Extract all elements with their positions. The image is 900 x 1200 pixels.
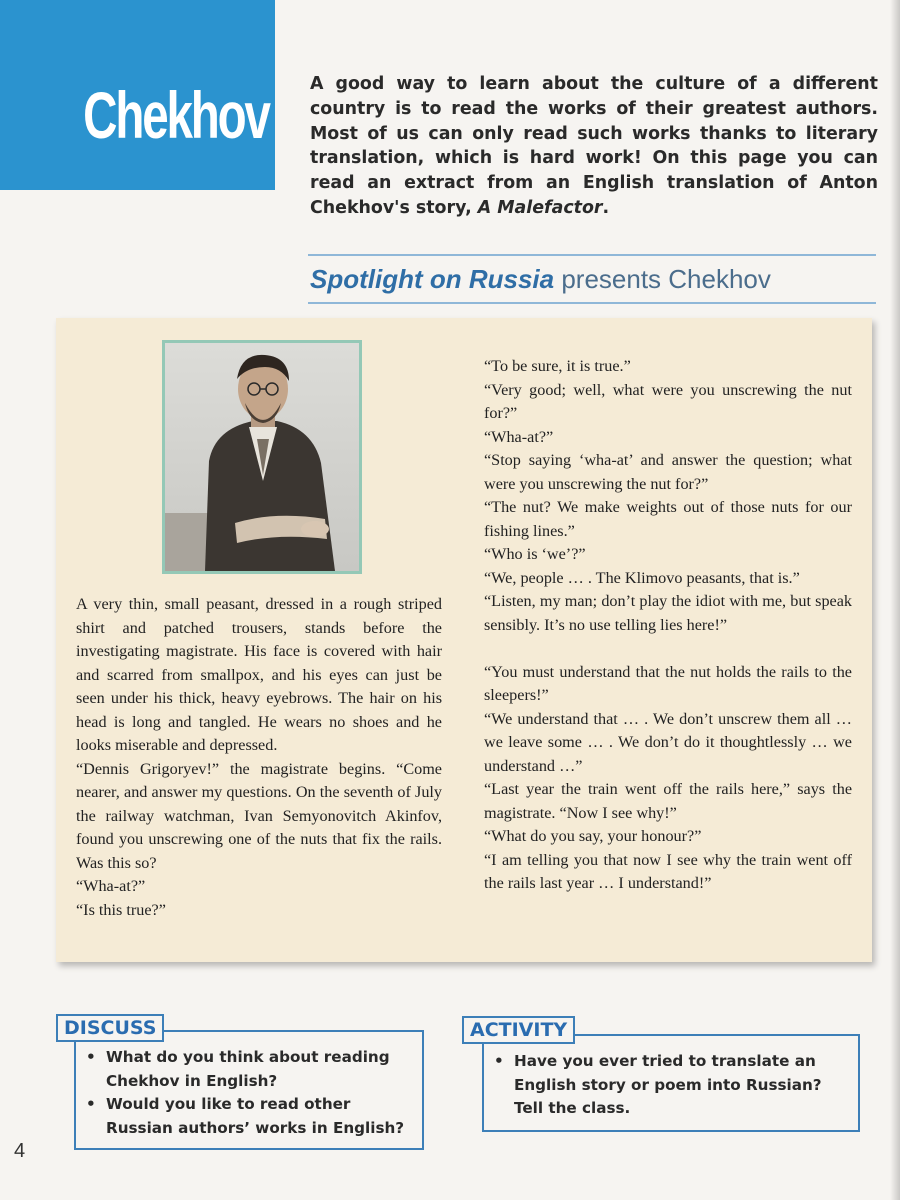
story-paragraph: “We, people … . The Klimovo peasants, that is.”	[484, 568, 800, 587]
story-paragraph: “The nut? We make weights out of those nuts for our fishing lines.”	[484, 498, 852, 540]
spotlight-brand: Spotlight on Russia	[310, 264, 555, 294]
story-paragraph: “Wha-at?”	[76, 877, 146, 895]
story-paragraph: A very thin, small peasant, dressed in a rough striped shirt and patched trousers, stands before the investigating magistrate. His face is covered with hair and scarred from smallpox, and his eyes can just be seen under his thick, heavy eyebrows. The hair on his head is long and tangled. He wears no shoes and he looks miserable and depressed.	[76, 595, 442, 754]
story-paragraph: “Is this true?”	[76, 900, 166, 919]
story-paragraph: “Listen, my man; don’t play the idiot with me, but speak sensibly. It’s no use telling lies here!”	[484, 592, 852, 634]
activity-list	[484, 1050, 850, 1121]
chekhov-portrait	[162, 340, 362, 574]
story-paragraph: “We understand that … . We don’t unscrew them all … we leave some … . We don’t do it thoughtlessly … we understand …”	[484, 709, 852, 775]
story-paragraph: “Dennis Grigoryev!” the magistrate begins. “Come nearer, and answer my questions. On the seventh of July the railway watchman, Ivan Semyonovitch Akinfov, found you unscrewing one of the nuts that fix the rails. Was this so?	[76, 759, 442, 872]
divider-bottom	[308, 302, 876, 304]
portrait-illustration	[165, 343, 359, 571]
discuss-box	[74, 1030, 424, 1150]
discuss-label: DISCUSS	[56, 1014, 164, 1042]
story-left-column	[76, 593, 442, 922]
story-right-column	[484, 355, 852, 896]
page-title: Chekhov	[83, 78, 269, 152]
page-edge-shadow	[890, 0, 900, 1200]
intro-paragraph	[310, 72, 878, 221]
discuss-item: • What do you think about reading Chekhov in English?	[86, 1048, 390, 1090]
intro-story-title: A Malefactor	[477, 197, 603, 218]
spotlight-rest: presents Chekhov	[554, 264, 771, 294]
story-paragraph: “What do you say, your honour?”	[484, 827, 702, 845]
intro-text: A good way to learn about the culture of a different country is to read the works of their greatest authors. Most of us can only read such works thanks to literary translation, which is hard work! On this page you can read an extract from an English translation of Anton Chekhov's story,	[310, 74, 878, 218]
bullet-icon: •	[86, 1095, 96, 1113]
discuss-list	[76, 1046, 414, 1140]
intro-end: .	[602, 197, 610, 218]
discuss-item: • Would you like to read other Russian authors’ works in English?	[86, 1095, 405, 1137]
divider-top	[308, 254, 876, 256]
activity-box	[482, 1034, 860, 1132]
story-paragraph: “To be sure, it is true.”	[484, 357, 631, 375]
story-paragraph: “Who is ‘we’?”	[484, 545, 586, 563]
story-paragraph: “Last year the train went off the rails here,” says the magistrate. “Now I see why!”	[484, 780, 852, 822]
story-paragraph: “Stop saying ‘wha-at’ and answer the question; what were you unscrewing the nut for?”	[484, 451, 852, 493]
story-paragraph: “I am telling you that now I see why the train went off the rails last year … I understand!”	[484, 850, 852, 892]
activity-label: ACTIVITY	[462, 1016, 575, 1044]
spotlight-heading	[310, 262, 876, 296]
story-paragraph: “You must understand that the nut holds the rails to the sleepers!”	[484, 662, 852, 704]
page-number: 4	[14, 1140, 26, 1162]
bullet-icon: •	[86, 1048, 96, 1066]
paragraph-gap	[484, 637, 852, 661]
story-paragraph: “Very good; well, what were you unscrewing the nut for?”	[484, 380, 852, 422]
bullet-icon: •	[494, 1052, 504, 1070]
activity-item: • Have you ever tried to translate an English story or poem into Russian? Tell the class.	[494, 1052, 822, 1117]
story-paragraph: “Wha-at?”	[484, 427, 554, 446]
title-block	[0, 0, 275, 190]
